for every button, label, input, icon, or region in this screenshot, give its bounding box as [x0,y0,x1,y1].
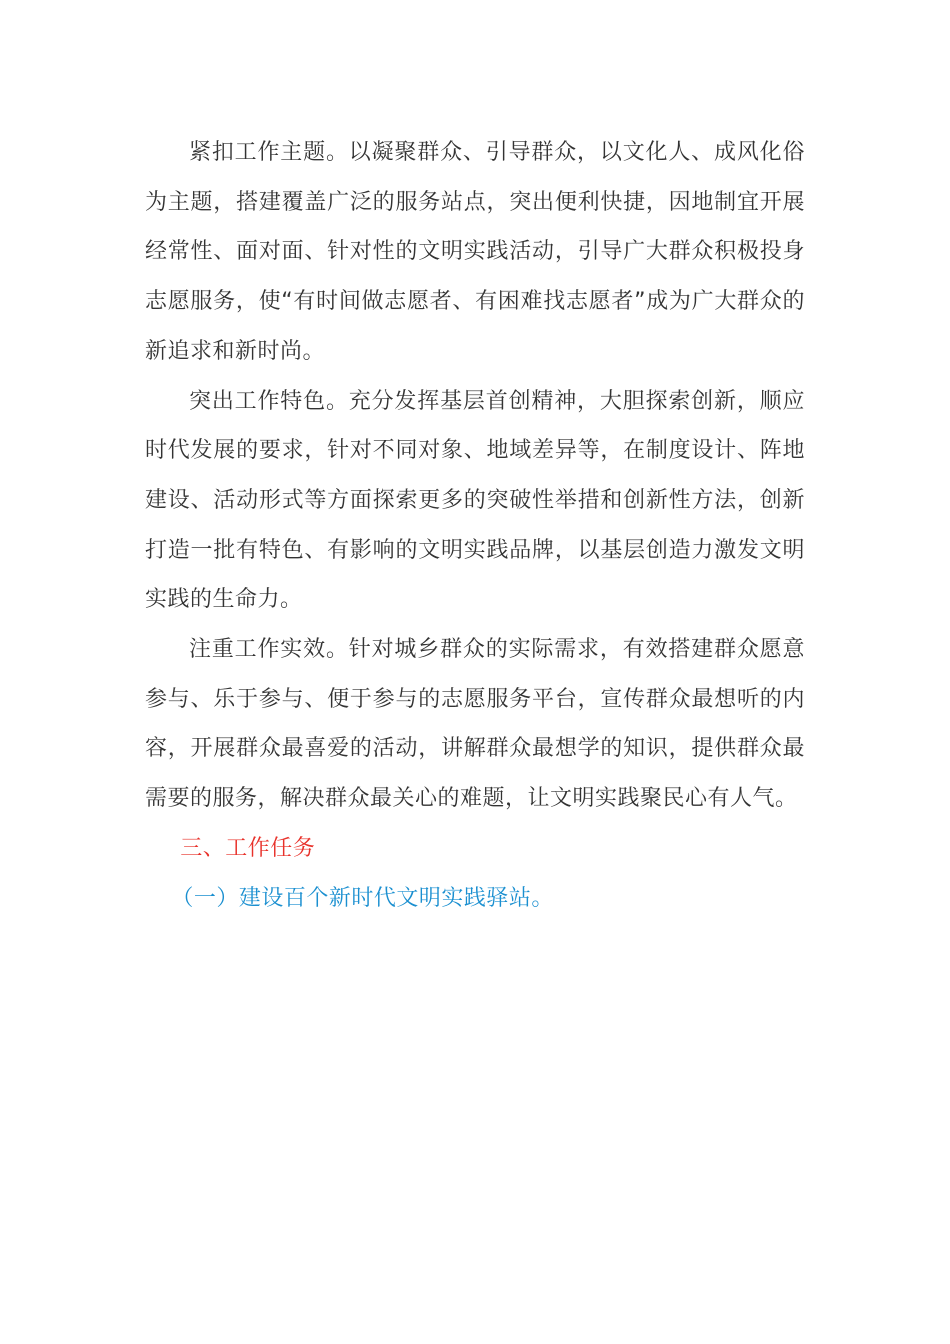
paragraph-work-features: 突出工作特色。充分发挥基层首创精神，大胆探索创新，顺应时代发展的要求，针对不同对象、地域差异等，在制度设计、阵地建设、活动形式等方面探索更多的突破性举措和创新性方法，创新打造一批有特色、有影响的文明实践品牌，以基层创造力激发文明实践的生命力。 [145,388,805,613]
subsection-heading: （一）建设百个新时代文明实践驿站。 [171,885,554,911]
paragraph-work-theme: 紧扣工作主题。以凝聚群众、引导群众，以文化人、成风化俗为主题，搭建覆盖广泛的服务站点，突出便利快捷，因地制宜开展经常性、面对面、针对性的文明实践活动，引导广大群众积极投身志愿服务，使“有时间做志愿者、有困难找志愿者”成为广大群众的新追求和新时尚。 [145,140,805,364]
section-heading: 三、工作任务 [180,835,316,861]
document-body [145,128,805,923]
paragraph-work-effectiveness: 注重工作实效。针对城乡群众的实际需求，有效搭建群众愿意参与、乐于参与、便于参与的志愿服务平台，宣传群众最想听的内容，开展群众最喜爱的活动，讲解群众最想学的知识，提供群众最需要的服务，解决群众最关心的难题，让文明实践聚民心有人气。 [145,637,805,812]
